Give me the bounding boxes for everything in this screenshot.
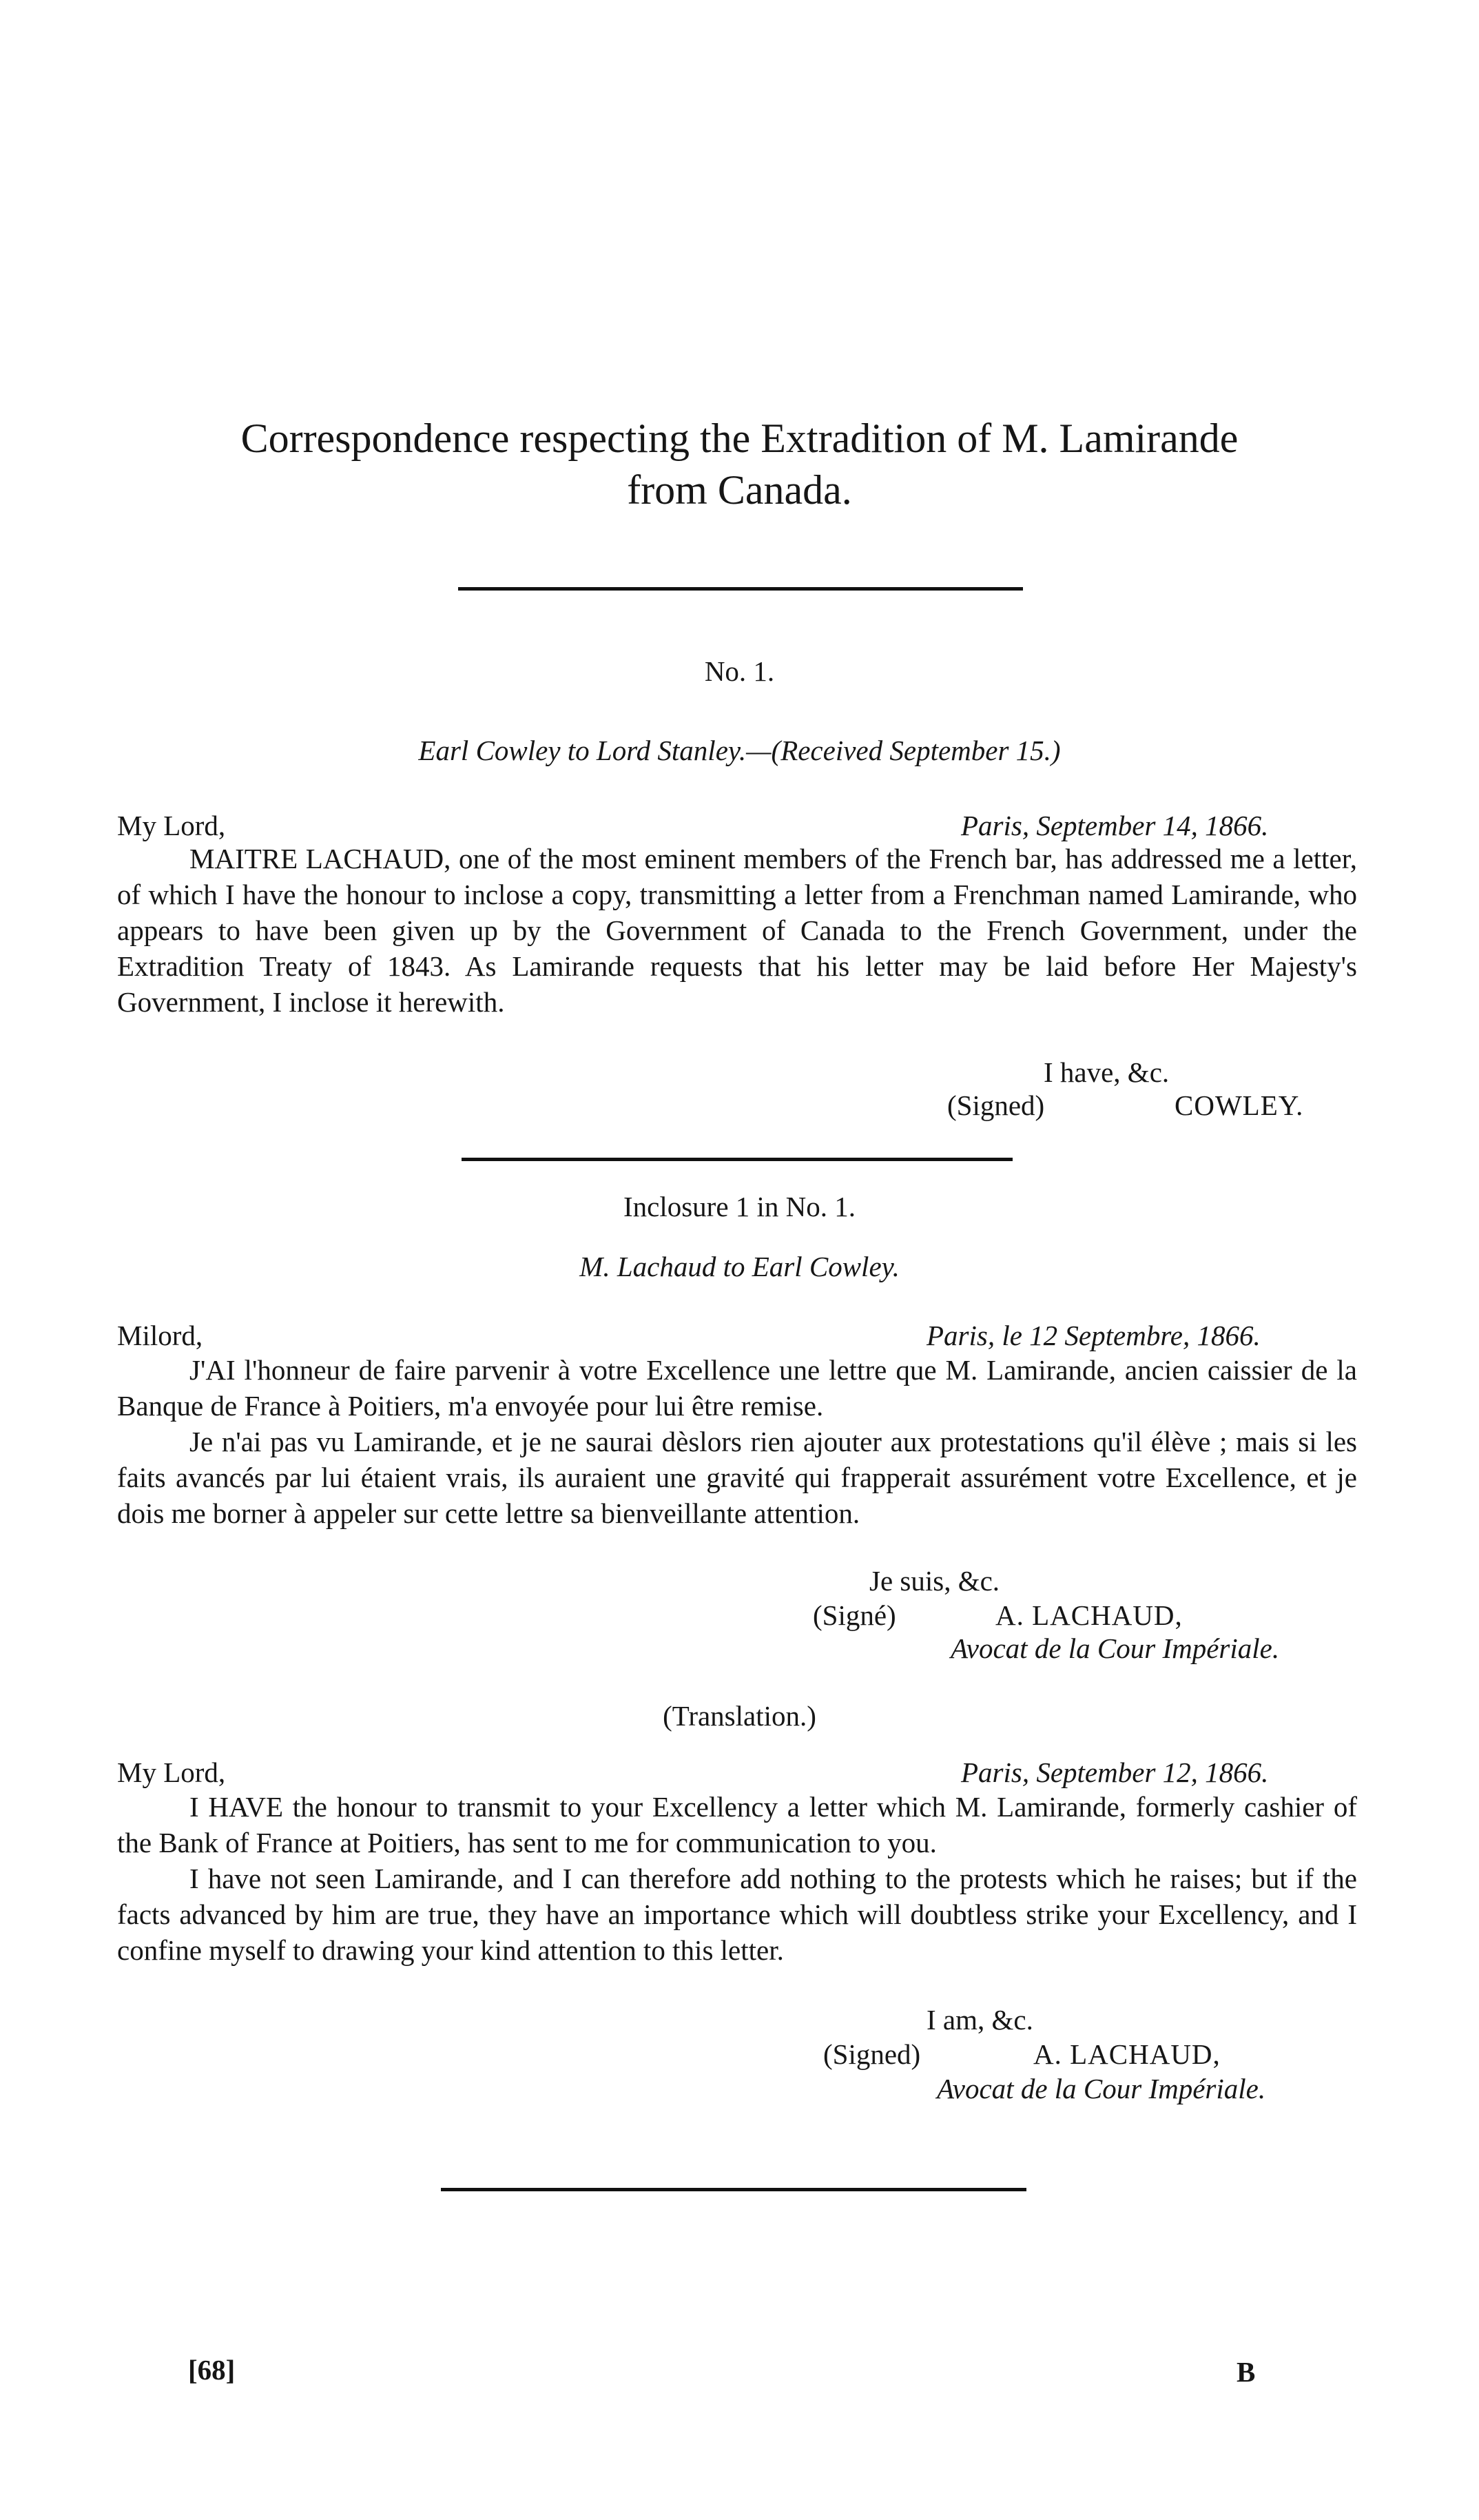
letter-body-no1: [117, 841, 1357, 1020]
salutation-no1: My Lord,: [117, 810, 226, 841]
signatory-title-translation: Avocat de la Cour Impériale.: [937, 2073, 1266, 2104]
section-divider-1: [462, 1158, 1013, 1161]
page-number: [68]: [188, 2354, 236, 2386]
letter-body-inclosure: [117, 1352, 1357, 1531]
section-subheading-no1: Earl Cowley to Lord Stanley.—(Received September 15.): [418, 735, 1061, 766]
closing-no1: I have, &c.: [1044, 1056, 1170, 1088]
paragraph-translation-2: I have not seen Lamirande, and I can therefore add nothing to the protests which he raises; but if the facts advanced by him are true, they have an importance which will doubtless strike your Excellency, and I confine myself to drawing your kind attention to this letter.: [117, 1863, 1357, 1966]
signed-label-inclosure: (Signé): [813, 1599, 896, 1631]
document-title-line1: Correspondence respecting the Extradition of M. Lamirande: [240, 416, 1239, 461]
paragraph-inclosure-1: J'AI l'honneur de faire parvenir à votre Excellence une lettre que M. Lamirande, ancien caissier de la Banque de France à Poitiers, m'a envoyée pour lui être remise.: [117, 1354, 1357, 1422]
signature-mark: B: [1237, 2356, 1256, 2388]
letter-body-translation: [117, 1789, 1357, 1968]
section-heading-inclosure: Inclosure 1 in No. 1.: [623, 1191, 856, 1222]
paragraph-no1: MAITRE LACHAUD, one of the most eminent members of the French bar, has addressed me a letter, of which I have the honour to inclose a copy, transmitting a letter from a Frenchman named Lamirande, who appears to have been given up by the Government of Canada to the French Government, under the Extradition Treaty of 1843. As Lamirande requests that his letter may be laid before Her Majesty's Government, I inclose it herewith.: [117, 843, 1357, 1018]
dateline-translation: Paris, September 12, 1866.: [961, 1756, 1269, 1788]
salutation-inclosure: Milord,: [117, 1320, 203, 1351]
signed-label-no1: (Signed): [947, 1089, 1045, 1121]
salutation-translation: My Lord,: [117, 1756, 226, 1788]
paragraph-translation-1: I HAVE the honour to transmit to your Excellency a letter which M. Lamirande, formerly cashier of the Bank of France at Poitiers, has sent to me for communication to you.: [117, 1791, 1357, 1858]
closing-inclosure: Je suis, &c.: [869, 1565, 1000, 1597]
dateline-no1: Paris, September 14, 1866.: [961, 810, 1269, 841]
closing-divider: [441, 2188, 1026, 2191]
dateline-inclosure: Paris, le 12 Septembre, 1866.: [927, 1320, 1261, 1351]
section-subheading-inclosure: M. Lachaud to Earl Cowley.: [579, 1251, 900, 1282]
paragraph-inclosure-2: Je n'ai pas vu Lamirande, et je ne saurai dèslors rien ajouter aux protestations qu'il élève ; mais si les faits avancés par lui étaient vrais, ils auraient une gravité qui frapperait assurément votre Excellence, et je dois me borner à appeler sur cette lettre sa bienveillante attention.: [117, 1426, 1357, 1529]
title-divider: [458, 587, 1023, 591]
document-title-line2: from Canada.: [627, 467, 852, 513]
signature-inclosure: A. LACHAUD,: [995, 1599, 1183, 1631]
section-heading-translation: (Translation.): [663, 1700, 816, 1732]
signature-translation: A. LACHAUD,: [1033, 2038, 1221, 2070]
signature-no1: COWLEY.: [1175, 1089, 1304, 1121]
closing-translation: I am, &c.: [927, 2004, 1033, 2036]
section-heading-no1: No. 1.: [704, 655, 775, 687]
signatory-title-inclosure: Avocat de la Cour Impériale.: [951, 1632, 1280, 1664]
signed-label-translation: (Signed): [823, 2038, 921, 2070]
